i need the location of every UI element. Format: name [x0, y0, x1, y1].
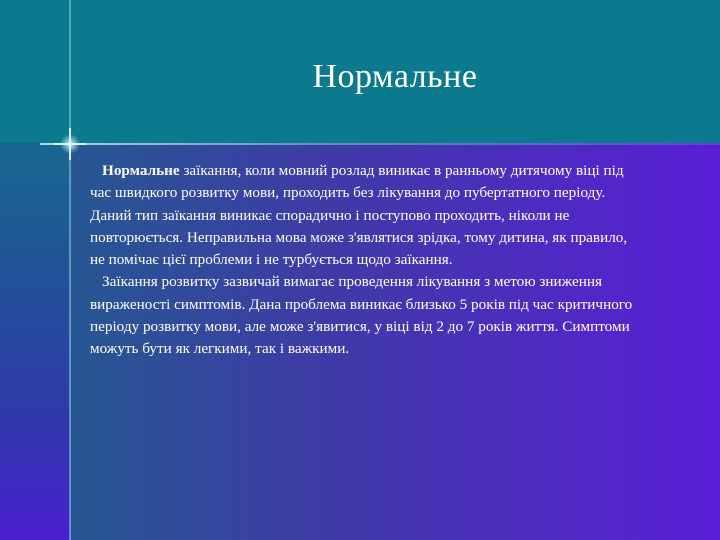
paragraph-lead-term: Нормальне: [102, 162, 180, 179]
horizontal-accent-line: [40, 143, 720, 145]
sparkle-icon: [52, 126, 88, 162]
slide-title: Нормальне: [312, 58, 478, 95]
paragraph-text: заїкання, коли мовний розлад виникає в ранньому дитячому віці під час швидкого розвитку мови, проходить без лікування до пубертатного періоду. Даний тип заїкання виникає спорадично і поступово проходить, ніколи не повторюється. Неправильна мова може з'являтися зрідка, тому дитина, як правило, не помічає цієї проблеми і не турбується щодо заїкання.: [90, 162, 628, 269]
paragraph-normal-stuttering: [90, 160, 635, 271]
slide-body: [90, 160, 635, 361]
paragraph-developmental-stuttering: Заїкання розвитку зазвичай вимагає проведення лікування з метою зниження вираженості симптомів. Дана проблема виникає близько 5 років під час критичного періоду розвитку мови, але може з'явитися, у віці від 2 до 7 років життя. Симптоми можуть бути як легкими, так і важкими.: [90, 273, 633, 358]
